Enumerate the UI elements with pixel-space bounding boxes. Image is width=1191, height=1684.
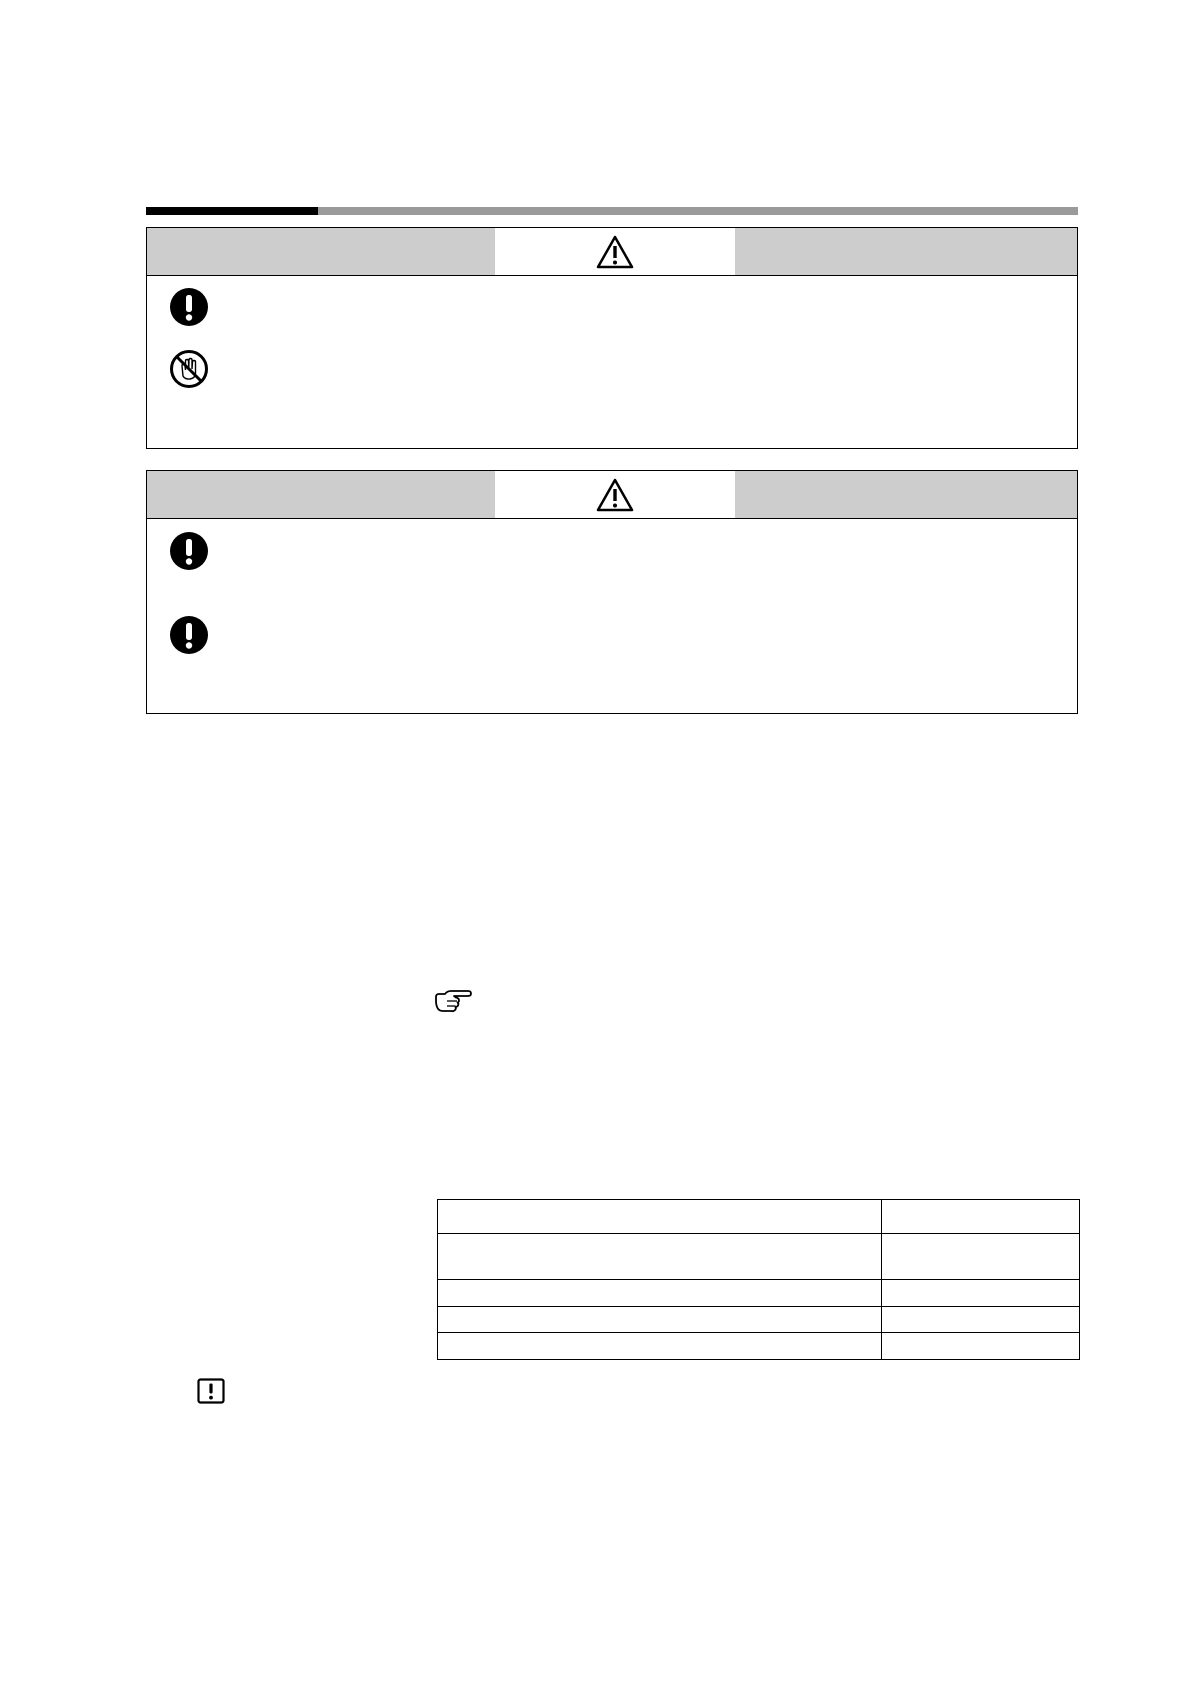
table-cell (882, 1333, 1080, 1360)
table-cell (438, 1307, 882, 1333)
warning-label-cell (495, 471, 735, 518)
table-cell (438, 1200, 882, 1234)
box-item (169, 349, 209, 389)
table-cell (882, 1307, 1080, 1333)
warning-triangle-icon (596, 235, 634, 269)
box-item (169, 615, 209, 655)
table-row (438, 1333, 1080, 1360)
table-cell (438, 1234, 882, 1280)
table-cell (438, 1333, 882, 1360)
section-rule-grey (318, 207, 1078, 215)
exclamation-circle-icon (169, 531, 209, 571)
table-cell (438, 1280, 882, 1307)
no-touch-hand-icon (169, 349, 209, 389)
table-cell (882, 1200, 1080, 1234)
pointing-hand-icon (434, 989, 472, 1013)
caution-box-header (147, 471, 1077, 519)
table-cell (882, 1234, 1080, 1280)
box-item (169, 287, 209, 327)
table-row (438, 1307, 1080, 1333)
boxed-exclamation-icon (197, 1378, 225, 1404)
table-row (438, 1200, 1080, 1234)
table-row (438, 1280, 1080, 1307)
section-rule-dark (146, 207, 318, 215)
spec-table (437, 1199, 1080, 1360)
exclamation-circle-icon (169, 287, 209, 327)
warning-triangle-icon (596, 478, 634, 512)
caution-box-1 (146, 227, 1078, 449)
warning-label-cell (495, 228, 735, 275)
caution-box-header (147, 228, 1077, 276)
caution-box-2 (146, 470, 1078, 714)
table-cell (882, 1280, 1080, 1307)
table-row (438, 1234, 1080, 1280)
exclamation-circle-icon (169, 615, 209, 655)
box-item (169, 531, 209, 571)
